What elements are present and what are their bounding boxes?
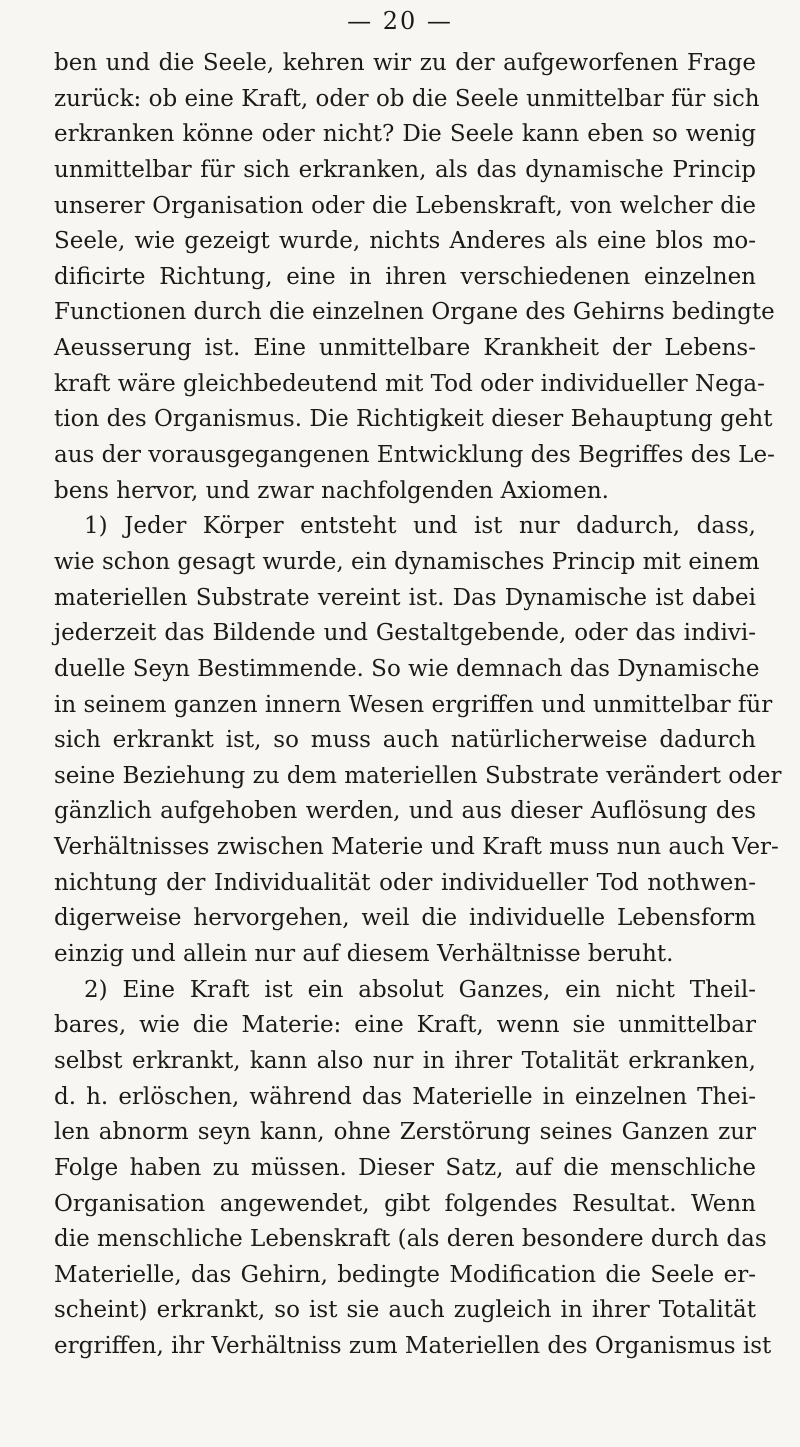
text-line: nichtung der Individualität oder individueller Tod nothwen-: [54, 869, 756, 896]
text-line: selbst erkrankt, kann also nur in ihrer Totalität erkranken,: [54, 1047, 756, 1074]
text-line: Seele, wie gezeigt wurde, nichts Anderes als eine blos mo-: [54, 228, 756, 255]
text-line: Functionen durch die einzelnen Organe des Gehirns bedingte: [54, 299, 775, 326]
text-line: 2) Eine Kraft ist ein absolut Ganzes, ein nicht Theil-: [84, 976, 756, 1003]
text-line: ergriffen, ihr Verhältniss zum Materiellen des Organismus ist: [54, 1333, 772, 1360]
text-line: erkranken könne oder nicht? Die Seele kann eben so wenig: [54, 121, 756, 148]
text-line: gänzlich aufgehoben werden, und aus dieser Auflösung des: [54, 798, 756, 825]
text-line: 1) Jeder Körper entsteht und ist nur dadurch, dass,: [84, 513, 756, 540]
page-number: — 20 —: [347, 7, 453, 35]
text-line: len abnorm seyn kann, ohne Zerstörung seines Ganzen zur: [54, 1119, 756, 1146]
text-line: sich erkrankt ist, so muss auch natürlicherweise dadurch: [54, 727, 756, 754]
text-line: materiellen Substrate vereint ist. Das Dynamische ist dabei: [54, 584, 756, 611]
text-line: die menschliche Lebenskraft (als deren besondere durch das: [54, 1226, 767, 1253]
text-line: unserer Organisation oder die Lebenskraft, von welcher die: [54, 192, 756, 219]
text-line: bares, wie die Materie: eine Kraft, wenn sie unmittelbar: [54, 1012, 756, 1039]
text-line: dificirte Richtung, eine in ihren verschiedenen einzelnen: [54, 263, 756, 290]
text-line: in seinem ganzen innern Wesen ergriffen und unmittelbar für: [54, 691, 773, 718]
text-line: jederzeit das Bildende und Gestaltgebende, oder das indivi-: [54, 620, 756, 647]
text-line: duelle Seyn Bestimmende. So wie demnach das Dynamische: [54, 655, 760, 682]
text-line: Verhältnisses zwischen Materie und Kraft muss nun auch Ver-: [54, 834, 779, 861]
text-line: seine Beziehung zu dem materiellen Substrate verändert oder: [54, 762, 782, 789]
body-text: [54, 46, 782, 1365]
text-line: kraft wäre gleichbedeutend mit Tod oder individueller Nega-: [54, 370, 765, 397]
text-line: digerweise hervorgehen, weil die individuelle Lebensform: [54, 905, 756, 932]
text-line: bens hervor, und zwar nachfolgenden Axiomen.: [54, 477, 609, 504]
text-line: zurück: ob eine Kraft, oder ob die Seele unmittelbar für sich: [54, 85, 760, 112]
text-line: Organisation angewendet, gibt folgendes Resultat. Wenn: [54, 1190, 756, 1217]
text-line: Materielle, das Gehirn, bedingte Modification die Seele er-: [54, 1261, 756, 1288]
text-line: d. h. erlöschen, während das Materielle in einzelnen Thei-: [54, 1083, 756, 1110]
text-line: ben und die Seele, kehren wir zu der aufgeworfenen Frage: [54, 50, 756, 76]
text-line: unmittelbar für sich erkranken, als das dynamische Princip: [54, 156, 756, 183]
text-line: Folge haben zu müssen. Dieser Satz, auf die menschliche: [54, 1154, 756, 1181]
text-line: tion des Organismus. Die Richtigkeit dieser Behauptung geht: [54, 406, 773, 433]
text-line: einzig und allein nur auf diesem Verhältnisse beruht.: [54, 941, 674, 968]
text-line: wie schon gesagt wurde, ein dynamisches Princip mit einem: [54, 548, 760, 575]
text-line: Aeusserung ist. Eine unmittelbare Krankheit der Lebens-: [54, 335, 756, 362]
text-line: scheint) erkrankt, so ist sie auch zugleich in ihrer Totalität: [54, 1297, 756, 1324]
text-line: aus der vorausgegangenen Entwicklung des Begriffes des Le-: [54, 442, 775, 469]
